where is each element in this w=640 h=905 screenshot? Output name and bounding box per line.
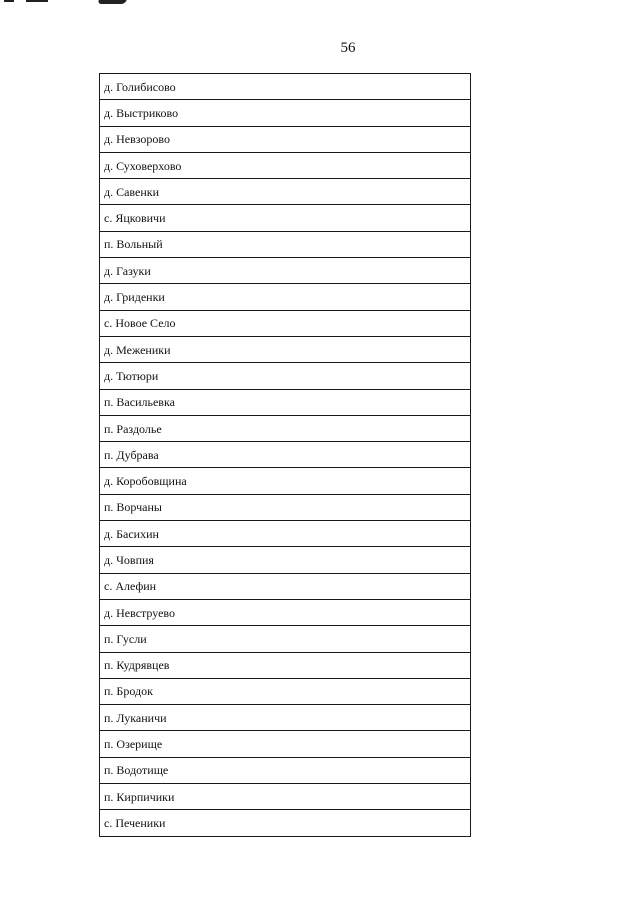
table-row [100,152,471,178]
table-row [100,284,471,310]
table-row [100,678,471,704]
table-cell: п. Дубрава [100,442,471,468]
table-cell: д. Меженики [100,336,471,362]
table-cell: д. Голибисово [100,74,471,100]
table-cell: д. Савенки [100,179,471,205]
table-cell: с. Алефин [100,573,471,599]
table-row [100,415,471,441]
table-cell: д. Тютюри [100,363,471,389]
table-cell: с. Яцковичи [100,205,471,231]
table-cell: с. Новое Село [100,310,471,336]
table-cell: п. Кудрявцев [100,652,471,678]
table-cell: д. Газуки [100,258,471,284]
table-row [100,179,471,205]
table-row [100,363,471,389]
page-number: 56 [340,40,356,56]
table-cell: п. Кирпичики [100,784,471,810]
table-cell: п. Бродок [100,678,471,704]
table-cell: д. Коробовщина [100,468,471,494]
table-row [100,547,471,573]
table-cell: п. Васильевка [100,389,471,415]
table-cell: д. Басихин [100,521,471,547]
table-row [100,126,471,152]
scan-artifact [26,0,48,2]
table-row [100,310,471,336]
table-cell: д. Выстриково [100,100,471,126]
table-cell: с. Печеники [100,810,471,836]
table-row [100,521,471,547]
table-cell: д. Суховерхово [100,152,471,178]
table-row [100,626,471,652]
table-row [100,74,471,100]
table-cell: п. Ворчаны [100,494,471,520]
scan-artifact [4,0,14,2]
table-row [100,389,471,415]
table-row [100,757,471,783]
table-row [100,258,471,284]
table-cell: п. Луканичи [100,705,471,731]
table-row [100,731,471,757]
settlements-table [99,73,471,837]
table-row [100,468,471,494]
table-row [100,336,471,362]
table-cell: д. Гриденки [100,284,471,310]
table-row [100,784,471,810]
table-cell: п. Водотище [100,757,471,783]
table-cell: п. Вольный [100,231,471,257]
table-cell: п. Гусли [100,626,471,652]
table-row [100,810,471,836]
table-cell: п. Раздолье [100,415,471,441]
table-row [100,231,471,257]
table-row [100,442,471,468]
table-row [100,652,471,678]
table-row [100,599,471,625]
table-row [100,205,471,231]
table-row [100,100,471,126]
table-cell: д. Невзорово [100,126,471,152]
table-row [100,494,471,520]
table-cell: п. Озерище [100,731,471,757]
scan-artifact [97,0,126,4]
table-row [100,573,471,599]
table-row [100,705,471,731]
table-cell: д. Невструево [100,599,471,625]
table-cell: д. Човпия [100,547,471,573]
